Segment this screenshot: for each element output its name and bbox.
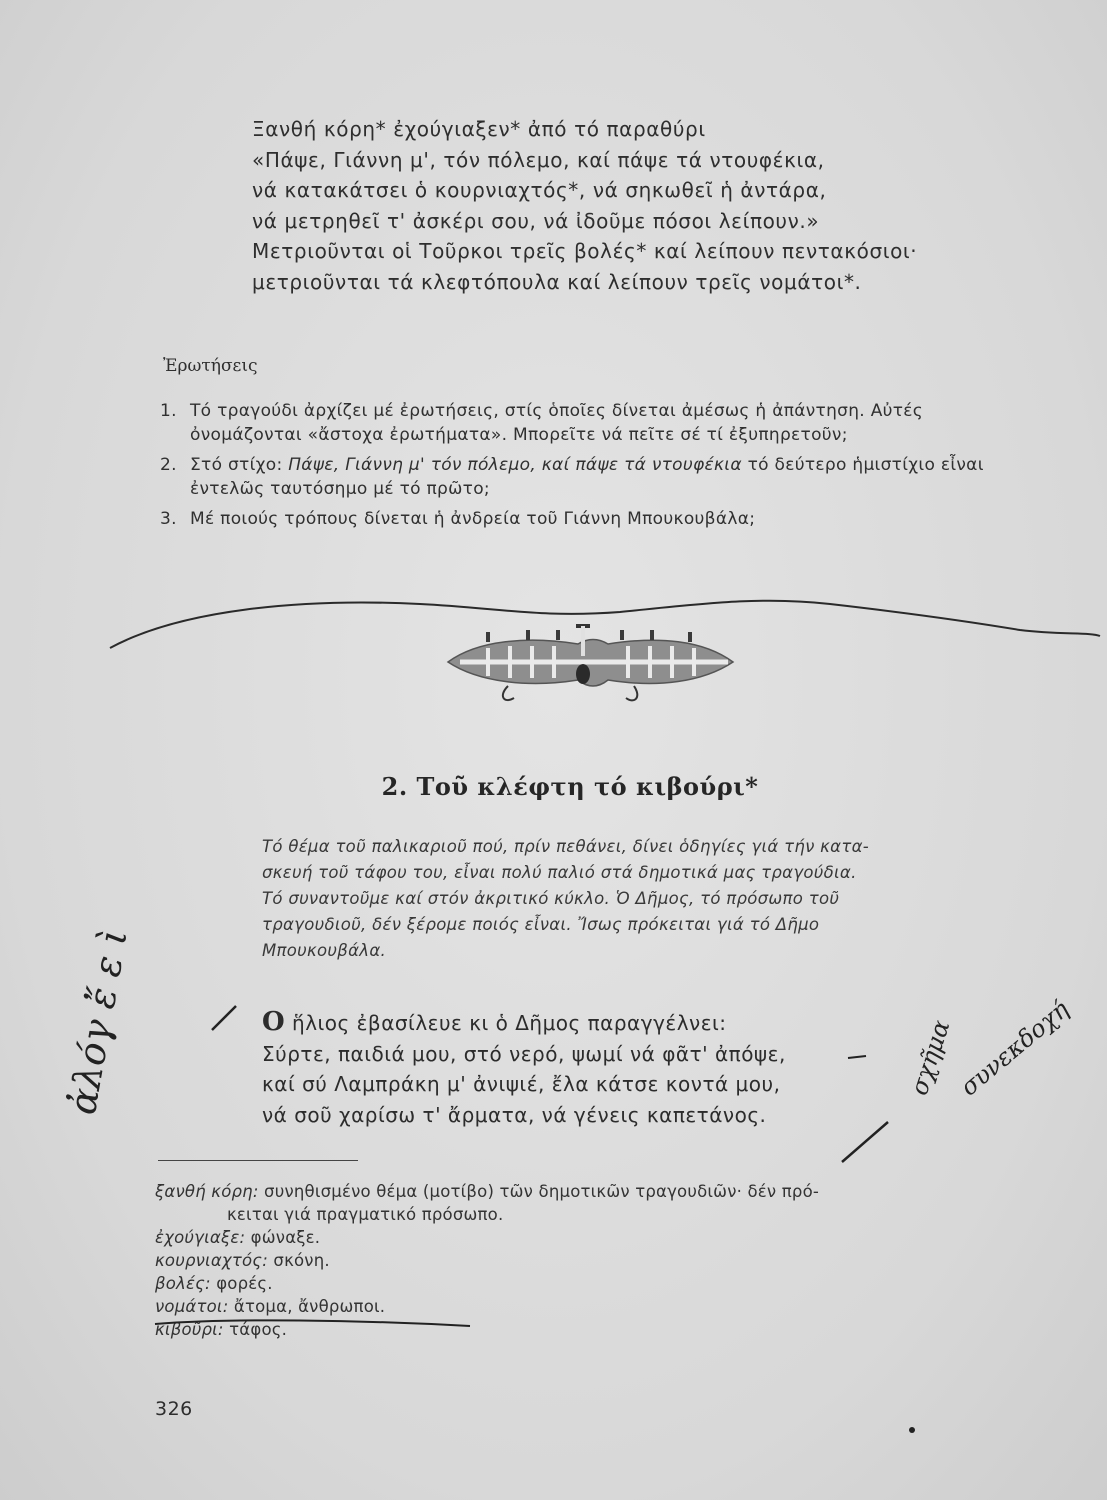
poem-first-line-rest: ἥλιος ἐβασίλευε κι ὁ Δῆμος παραγγέλνει:: [285, 1011, 727, 1035]
question-text: [190, 454, 1020, 501]
intro-line: Μπουκουβάλα.: [262, 941, 387, 960]
handwritten-note-right: συνεκδοχή: [955, 995, 1075, 1102]
poem-line: μετριοῦνται τά κλεφτόπουλα καί λείπουν τρεῖς νομάτοι*.: [252, 269, 862, 294]
question-item: [160, 400, 1020, 447]
poem-line: Ξανθή κόρη* ἐχούγιαξεν* ἀπό τό παραθύρι: [252, 117, 706, 141]
handwritten-note-left: ἀλόγ ἔ ε ὶ: [60, 925, 136, 1118]
intro-line: Τό θέμα τοῦ παλικαριοῦ πού, πρίν πεθάνει, δίνει ὁδηγίες γιά τήν κατα-: [262, 837, 869, 856]
question-text: Τό τραγούδι ἀρχίζει μέ ἐρωτήσεις, στίς ὁποῖες δίνεται ἀμέσως ἡ ἀπάντηση. Αὐτές ὀνομάζονται «ἄστοχα ἐρωτήματα». Μπορεῖτε νά πεῖτε σέ τί ἐξυπηρετοῦν;: [190, 401, 924, 445]
glossary-term: ξανθή κόρη:: [155, 1182, 259, 1201]
poem-main: [262, 1007, 902, 1130]
glossary-definition: ἄτομα, ἄνθρωποι.: [228, 1297, 386, 1316]
glossary-definition: τάφος.: [223, 1320, 288, 1339]
poem-line: [262, 1007, 902, 1039]
decorative-ornament: [438, 618, 738, 718]
question-item: [160, 454, 1020, 501]
intro-line: σκευή τοῦ τάφου του, εἶναι πολύ παλιό στά δημοτικά μας τραγούδια.: [262, 863, 857, 882]
question-item: [160, 508, 1020, 532]
glossary-entry: [155, 1249, 1015, 1272]
glossary-entry: [155, 1203, 1015, 1226]
glossary-term: ἐχούγιαξε:: [155, 1228, 246, 1247]
question-quote: Πάψε, Γιάννη μ' τόν πόλεμο, καί πάψε τά ντουφέκια: [288, 455, 742, 475]
poem-line: νά σοῦ χαρίσω τ' ἄρματα, νά γένεις καπετάνος.: [262, 1102, 767, 1127]
questions-heading: Ἐρωτήσεις: [163, 356, 258, 376]
glossary-entry: [155, 1318, 1015, 1341]
question-number: 3.: [160, 509, 177, 529]
poem-line: Μετριοῦνται οἱ Τοῦρκοι τρεῖς βολές* καί λείπουν πεντακόσιοι·: [252, 239, 918, 263]
footnote-rule: [158, 1160, 358, 1161]
glossary-definition: κειται γιά πραγματικό πρόσωπο.: [227, 1205, 504, 1224]
glossary-term: βολές:: [155, 1274, 211, 1293]
section-intro: [262, 834, 987, 964]
poem-line: «Πάψε, Γιάννη μ', τόν πόλεμο, καί πάψε τά ντουφέκια,: [252, 147, 825, 172]
poem-line: νά μετρηθεῖ τ' ἀσκέρι σου, νά ἰδοῦμε πόσοι λείπουν.»: [252, 208, 820, 233]
handwritten-note-right: σχῆμα: [905, 1016, 956, 1099]
poem-line: νά κατακάτσει ὁ κουρνιαχτός*, νά σηκωθεῖ ἡ ἀντάρα,: [252, 178, 827, 202]
section-title: 2. Τοῦ κλέφτη τό κιβούρι*: [381, 772, 759, 801]
question-number: 2.: [160, 455, 177, 475]
intro-line: τραγουδιοῦ, δέν ξέρομε ποιός εἶναι. Ἴσως πρόκειται γιά τό Δῆμο: [262, 915, 820, 934]
glossary-entry: [155, 1226, 1015, 1249]
glossary-term: κουρνιαχτός:: [155, 1251, 268, 1270]
questions-list: [160, 400, 1020, 539]
glossary-term: κιβοῦρι:: [155, 1320, 224, 1339]
glossary-term: νομάτοι:: [155, 1297, 229, 1316]
poem-line: Σύρτε, παιδιά μου, στό νερό, ψωμί νά φᾶτ' ἀπόψε,: [262, 1041, 786, 1066]
glossary-definition: συνηθισμένο θέμα (μοτίβο) τῶν δημοτικῶν τραγουδιῶν· δέν πρό-: [258, 1182, 820, 1201]
poem-line: καί σύ Λαμπράκη μ' ἀνιψιέ, ἔλα κάτσε κοντά μου,: [262, 1072, 781, 1096]
question-text: Μέ ποιούς τρόπους δίνεται ἡ ἀνδρεία τοῦ Γιάννη Μπουκουβάλα;: [190, 509, 756, 529]
glossary: [155, 1180, 1015, 1341]
glossary-definition: φώναξε.: [245, 1228, 321, 1247]
glossary-definition: σκόνη.: [267, 1251, 330, 1270]
intro-line: Τό συναντοῦμε καί στόν ἀκριτικό κύκλο. Ὁ Δῆμος, τό πρόσωπο τοῦ: [262, 889, 840, 908]
glossary-entry: [155, 1272, 1015, 1295]
glossary-entry: [155, 1295, 1015, 1318]
page-number: 326: [155, 1398, 193, 1420]
question-text-after: τό δεύτερο ἡμιστίχιο εἶναι ἐντελῶς ταυτόσημο μέ τό πρῶτο;: [190, 455, 984, 499]
glossary-definition: φορές.: [210, 1274, 273, 1293]
question-text-before: Στό στίχο:: [190, 455, 289, 475]
drop-cap: Ο: [262, 1007, 286, 1037]
glossary-entry: [155, 1180, 1015, 1203]
poem-excerpt: [252, 114, 1042, 297]
question-number: 1.: [160, 401, 177, 421]
